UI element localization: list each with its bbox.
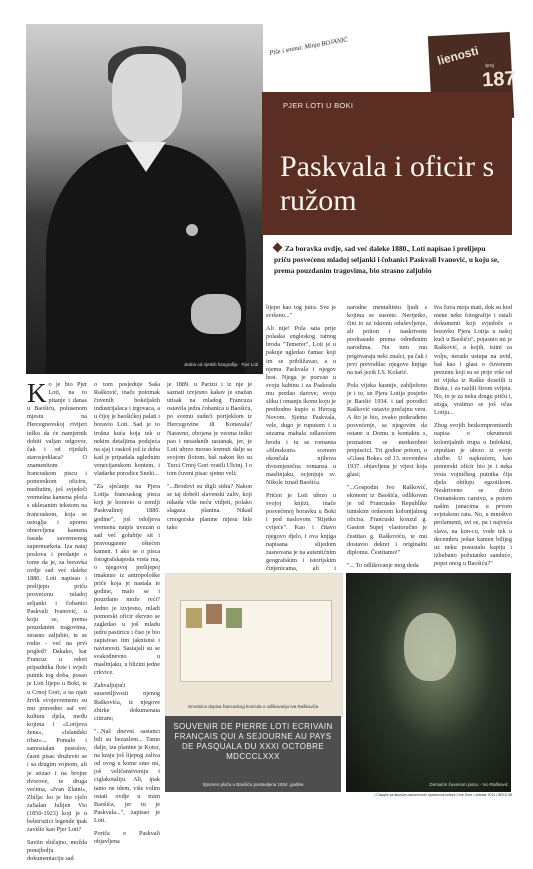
author-credit: Piše i snima: Minja BOJANIĆ: [269, 36, 349, 57]
paragraph: Ali nije! Pola sata prije polaska engleskog ratnog broda "Temerer", Loti je u pakuje ugledao čamac koji im se približavao, a u njemu Paskvala i njegov brat. Njega je pozvao u svoju kabinu i za Paskvalu mu predao darove; svoju sliku i omanju ikonu koju je prethodno kupio u Herceg Novom. Sjetna Paskvala, vele, dugo je ruputom i u suzama mahala odlazećem brodu i tu se romansa «filmskom» scenom okončala njihova dvosmjesečna romansa u maslinjaku, ocjenjuje sv. Nikole iznad Baošića.: [266, 325, 336, 486]
stamp-icon: [186, 608, 202, 628]
article-title: Paskvala i oficir s ružom: [280, 150, 495, 217]
drop-cap: K: [27, 378, 47, 408]
plaque-caption: Spomen ploča u Baošiću postavljena 1934. godine: [202, 782, 304, 787]
rashkovic-caption: Domaćin čuvenom piscu - Ivo Rašković: [429, 782, 508, 787]
column-5: [347, 304, 427, 575]
issue-number: 187: [481, 67, 517, 92]
paragraph: Poriča o Paskvali objavljena: [94, 829, 160, 846]
plaque-text: SOUVENIR DE PIERRE LOTI ECRIVAIN FRANÇAIS QUI A SEJOURNE AU PAYS DE PASQUALA DU XXXI OCTOBRE MDCCCLXXX: [173, 722, 333, 761]
paragraph: "...Brodovi su digli sidra? Nakon se taj dobeši slavenski zaliv, koji nikada više neću vidjeti, polako slagaza planina. Nikad crnogorske planine nijesu bile tako: [167, 483, 252, 531]
paragraph: Pola vijeka kasnije, zahlježeno je i to, sn Pjera Lotija posjetio je Baošić 1934. i tad porodici Rašković ostavio prečajnu veru. A što je bio, ovako potkrađeno posvećenje, sa njegovim da ostane u Domu u kontaktu s, poznatom se medusobno prepiscici. Tri godine potom, u «Glasu Boke» od 13. novembra 1937. objavljena je vijest koja glasi;: [347, 381, 427, 478]
column-3: [167, 381, 252, 537]
diamond-icon: [273, 243, 283, 253]
paragraph: o tom posjeduje Saša Rašković, inače potomak čuvenih bokeljskih industrijalaca i trgovaca, a u čijoj je baošićkoj palati i boravio Loti. Sad je to trošna kuća koja tek u nekim detaljima podsjeća na sjaj i raskoš još iz doba kad je pripadala uglednim venecijanskom kontem, i vladarke porodice Sneki...: [94, 381, 160, 478]
envelope-caption: Omotnica dopisa francuskog konzula o odlikovanju Iva Raškovića: [187, 704, 319, 709]
paragraph: "Za sjećanje na Pjera Lotija francuskog pisca koji je boravio u zemlji Paskvalinoj 1880. godine", još odoljeva vremenu natpis uvezan u sad već golubije sit i pravougaono oštećen kamen. I ako se o pisca fotografskapoda vrsta ma, o njegovoj prelijepoj imaknuo iz antropološke priče koja je nastala te godine, malo se i pouzdano može reći? Jedno je izvjesno, mladi pomorski oficir ekrvno se zagledao u još mladu jedru pastiricu i čiso je bio zapisivao tim jaknisnsi i navisnosti. Sastajali su se svakodnevno u maslinjaku, u blizini jedne crkvice.: [94, 483, 160, 677]
paragraph: Zbog svojih beskompromisnih napisa o okrutnosti kolonijalnih trupa u Indokini, otpuštan je ubrzo iz svoje službe. U najkraćem, kao pomorski oficir bio je i neka vrsta vojničkog putnika čija djela obiluju egzotikom. Neskriveno se divio Osmanskom carstvu, a potom našim junacima u prvom svjetskom ratu. No, u mnoštvo prolamenti, svi se, pa i najveća slava, na kon-cu, vode tek u decembru jedan kamen bilijeg uz neku posustalu kapiju i izbubano požutanko sandućo, popst onog u Baošiću?": [434, 422, 512, 567]
column-6: [434, 304, 512, 573]
stamp-icon: [206, 604, 222, 624]
article-kicker: PJER LOTI U BOKI: [283, 101, 354, 110]
portrait-caption: Jedna od rijetkih fotografija · Pjer Loti: [183, 362, 258, 367]
magazine-name: lienosti: [435, 43, 480, 68]
page-footer: • Časopis za iskustva zatvorenosti i ispravnosti kulture Crne Gore • oktobar 2013 • BROJ 58: [374, 793, 512, 797]
paragraph: Saviin slučajno, možda ponajbolju dokumentaciju sad: [27, 839, 87, 863]
envelope-icon: [180, 600, 332, 682]
paragraph: "...Naš dnevni sastanci bili su bezazleni... Tamo dalje, iza planine je Kotor, na kraju još lijepog zaliva od ovog u kome smo mi, još veličanstveniju i ciglakotaliju. Ali, ipak tamo ne idem, više volim ostati ovdje u mirn Baošića, jer tu je Paskvala...", zapisao je Loti.: [94, 727, 160, 824]
plaque-photo: [165, 716, 341, 792]
column-1: [27, 378, 87, 869]
medal-icon: [186, 224, 198, 236]
envelope-photo: [165, 573, 343, 717]
paragraph: Iva čuva moja mati, dok su kod mene neke fotografije i ostali dokumenti koji svjedoče o boravku Pjera Lotija u našoj kući u Baošiću", pojasnio mi je Rašković, a kojih, istini za volju, nerado ustupa na uvid, baš kao i glasi o čuvenom prezenu koji su se prije više od tri vijeka iz Raške doselili u Boku, i za razlili širom svijeta. No, to je za neku drugu priču i, stoga, vratimo se još očas Lotiju...: [434, 304, 512, 417]
issue-label: broj: [485, 62, 494, 70]
paragraph: Prićen je Loti ubrzo u svojoj knjizi, inače posvećenoj boravku u Boki i pod naslovom "Rijetko cvijeće". Kao i čitavo njegovo djelo, i ova knjiga napisana slijedom zasnovana je na autentičnim geografskim i istorijskim činjenicama, ali i: [266, 492, 336, 572]
article-lead: [274, 243, 504, 277]
portrait-photo: [26, 24, 263, 374]
rashkovic-photo: [346, 573, 511, 792]
paragraph: je 1889. u Parizu i iz nje je saznati izvjesno kakav je snažan utisak na mladog Francuza ostavila jedra čobanica u Baošiću, po svemu sudeći porijeklom iz Hercegovine ili Konavala? Naravno, obojena je veoma teško pao i nesadanih rastanak, jer, je Loti ubrzo morao krenuti dalje sa svojom flotom, baš nakon što su Turci Crnoj Gori vratili Ulcinj. I o tom čuvmi pisac sjetno veli;: [167, 381, 252, 478]
column-2: [94, 381, 160, 851]
paragraph: "... To odlikovanje mog deda: [347, 561, 419, 569]
paragraph: o je bio Pjer Loti, na to pitanje i danas u Baošiću, polusenom mjestu na Hercegnovskoj rivijeri teško da će namjernik dobiti valjan odgovor, čak i od rijetkih starosjedilaca? O znamenitom francuskom piscu i pomorskom oficiru, mediutim, još svjedoči vremešna kamena ploča s uklesanim tekstom na francuskom, koja se ustoglja i uporno obnovljena kamena fasada savremenog supermarketa. Iza nataj poslova i predanje o tome da je, za boravka ovdje sad već daleke 1880. Loti napisao i prelijepu priču posvećenu mladoj seljanki i čobanici Paskvali Ivanović, u koju se, prema pouzdanim tragovima, strasno zaljubio, te se rodio - već na prvi pogled? Dakako, kar Francuz u odori pripadnika flote i svježi putnik tog doba, posao je Loti lijepo u Boki, te u Crnoj Gori, a na njati žrvik svojevremeno su mu pravedno saf već kultura djela, među kojima i «Lorijeva žena», «Islandski ribar»... Pomalo i samostalan pustolov, časni pisac druževio se i sa drugim vojnom, ali je stizao i na brojne dvorove, te druga većima, «Ivan Zlatni», Zbilja: ko je bio cjelo zaSalan Julijen Vio (1850-1923) koji je u beletristici legende ipak zavišio kao Pjer Loti?: [27, 381, 87, 834]
column-4: [266, 304, 336, 618]
paragraph: lijepo kao tog jutra. Sve je svršeno...": [266, 304, 336, 320]
stamp-icon: [226, 608, 242, 628]
lead-text: Za boravka ovdje, sad već daleke 1880., Loti napisao i prelijepu priču posvećenu mladoj seljanki i čobanici Paskvali Ivanović, u koju se, prema pouzdanim tragovima, bio strasno zaljubio: [274, 244, 500, 276]
paragraph: "...Gospodin Ivo Rašković, ekonom iz Baošića, odlikovan je od Francuske Republike tuniskim ordenom kolonijalnog oficira. Francuski konzul g. Gaston Supej vlastoručno je čestitao g. Raškoviću, te mu dostavio dekret i originalni diplomu. Čestitamo!": [347, 483, 427, 556]
paragraph: Zahvaljujući sussretljivosti njenog Raškovića, iz njegove zbirke dokumenata citiram;: [94, 682, 160, 722]
paragraph: narodne mentalitetu ljudi s kojima se susrete. Nerijetko, čini to uz iskrenu oduševljenje, ali poiton i naskrivene predrasude prema određenim narodima. Na tom mu prigovaraju neki znalci, pa čak i prvi prevodilac njegove knjige na naš jezik I.S. Kolarić.: [347, 304, 427, 376]
